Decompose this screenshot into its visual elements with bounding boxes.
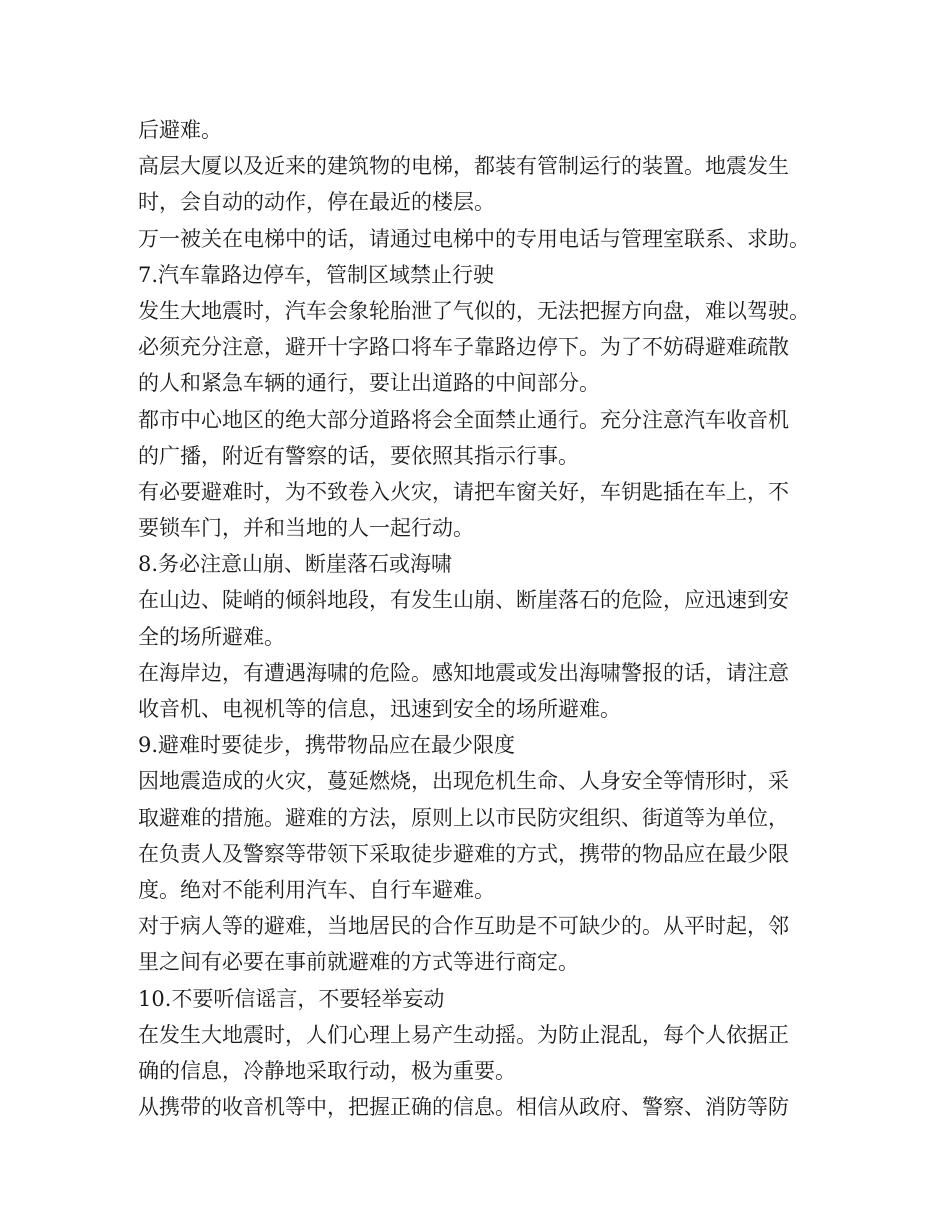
text-line: 万一被关在电梯中的话，请通过电梯中的专用电话与管理室联系、求助。 [138, 226, 810, 251]
text-line: 从携带的收音机等中，把握正确的信息。相信从政府、警察、消防等防 [138, 1095, 789, 1120]
text-line: 收音机、电视机等的信息，迅速到安全的场所避难。 [138, 697, 621, 721]
text-line: 时，会自动的动作，停在最近的楼层。 [138, 190, 495, 215]
text-line: 要锁车门，并和当地的人一起行动。 [138, 516, 474, 541]
text-line: 高层大厦以及近来的建筑物的电梯，都装有管制运行的装置。地震发生 [138, 154, 789, 179]
text-line: 在海岸边，有遭遇海啸的危险。感知地震或发出海啸警报的话，请注意 [138, 660, 789, 685]
text-line: 在负责人及警察等带领下采取徒步避难的方式，携带的物品应在最少限 [138, 841, 789, 866]
text-line: 因地震造成的火灾，蔓延燃烧，出现危机生命、人身安全等情形时，采 [138, 769, 789, 794]
section-heading-9: 9.避难时要徒步，携带物品应在最少限度 [138, 733, 516, 758]
text-line: 有必要避难时，为不致卷入火灾，请把车窗关好，车钥匙插在车上，不 [138, 479, 789, 504]
text-line: 必须充分注意，避开十字路口将车子靠路边停下。为了不妨碍避难疏散 [138, 335, 789, 360]
section-heading-7: 7.汽车靠路边停车，管制区域禁止行驶 [138, 262, 495, 287]
text-line: 都市中心地区的绝大部分道路将会全面禁止通行。充分注意汽车收音机 [138, 407, 789, 432]
text-line: 对于病人等的避难，当地居民的合作互助是不可缺少的。从平时起，邻 [138, 914, 789, 939]
text-line: 在山边、陡峭的倾斜地段，有发生山崩、断崖落石的危险，应迅速到安 [138, 588, 789, 613]
text-line: 后避难。 [138, 118, 222, 142]
text-line: 取避难的措施。避难的方法，原则上以市民防灾组织、街道等为单位， [138, 805, 789, 830]
section-heading-8: 8.务必注意山崩、断崖落石或海啸 [138, 552, 453, 577]
document-page [138, 112, 838, 1125]
section-heading-10: 10.不要听信谣言，不要轻举妄动 [138, 986, 445, 1011]
text-line: 度。绝对不能利用汽车、自行车避难。 [138, 877, 495, 902]
text-line: 发生大地震时，汽车会象轮胎泄了气似的，无法把握方向盘，难以驾驶。 [138, 298, 810, 323]
text-line: 里之间有必要在事前就避难的方式等进行商定。 [138, 950, 579, 975]
text-line: 在发生大地震时，人们心理上易产生动摇。为防止混乱，每个人依据正 [138, 1022, 789, 1047]
text-line: 的广播，附近有警察的话，要依照其指示行事。 [138, 443, 579, 468]
text-line: 确的信息，冷静地采取行动，极为重要。 [138, 1058, 516, 1083]
text-line: 的人和紧急车辆的通行，要让出道路的中间部分。 [138, 371, 600, 396]
text-line: 全的场所避难。 [138, 624, 285, 649]
